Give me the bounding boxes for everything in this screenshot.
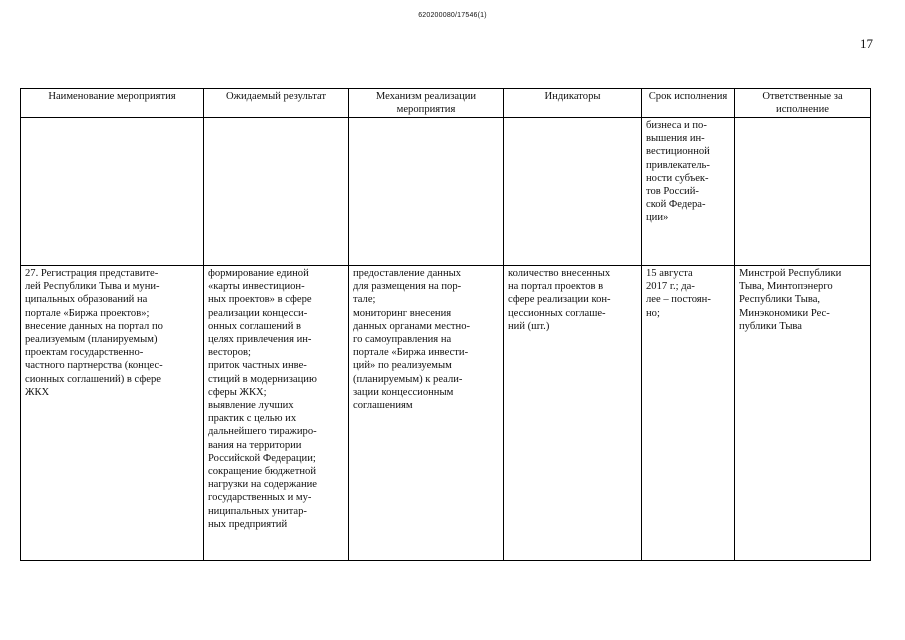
expected-result-text: формирование единой «карты инвестицион- ных проектов» в сфере реализации концесси- онных соглашений в целях привлечения ин- весторов; приток частных инве- стиций в модернизацию сферы ЖКХ; выявление лучших практик с целью их дальнейшего тиражиро- вания на территории Российской Федерации; сокращение бюджетной нагрузки на содержание государственных и му- ниципальных унитар- ных предприятий bbox=[208, 268, 317, 530]
column-header-result: Ожидаемый результат bbox=[204, 89, 349, 118]
cell-indicators bbox=[504, 266, 642, 561]
cell-mechanism-empty bbox=[349, 118, 504, 266]
document-id: 620200080/17546(1) bbox=[418, 12, 487, 19]
deadline-text: 15 августа 2017 г.; да- лее – постоян- но; bbox=[646, 268, 711, 319]
cell-result-empty bbox=[204, 118, 349, 266]
indicators-text: количество внесенных на портал проектов в сфере реализации кон- цессионных соглаше- ний (шт.) bbox=[508, 268, 611, 332]
cell-deadline-continuation bbox=[642, 118, 735, 266]
cell-name-empty bbox=[21, 118, 204, 266]
cell-responsible-empty bbox=[735, 118, 871, 266]
column-header-mechanism: Механизм реализации мероприятия bbox=[349, 89, 504, 118]
cell-indicators-empty bbox=[504, 118, 642, 266]
measures-table bbox=[20, 88, 871, 561]
table-header-row bbox=[21, 89, 871, 118]
cell-deadline bbox=[642, 266, 735, 561]
table-row-27 bbox=[21, 266, 871, 561]
cell-mechanism bbox=[349, 266, 504, 561]
column-header-deadline: Срок исполнения bbox=[642, 89, 735, 118]
page-number: 17 bbox=[860, 36, 873, 51]
cell-responsible bbox=[735, 266, 871, 561]
mechanism-text: предоставление данных для размещения на пор- тале; мониторинг внесения данных органами местно- го самоуправления на портале «Биржа инвести- ций» по реализуемым (планируемым) к реали- зации концессионным соглашениям bbox=[353, 268, 471, 412]
column-header-name: Наименование мероприятия bbox=[21, 89, 204, 118]
cell-expected-result bbox=[204, 266, 349, 561]
measure-name-text: 27. Регистрация представите- лей Республики Тыва и муни- ципальных образований на портале «Биржа проектов»; внесение данных на портал по реализуемым (планируемым) проектам государственно- частного партнерства (концес- сионных соглашений) в сфере ЖКХ bbox=[25, 268, 163, 398]
column-header-indicators: Индикаторы bbox=[504, 89, 642, 118]
table-row-continuation bbox=[21, 118, 871, 266]
column-header-responsible: Ответственные за исполнение bbox=[735, 89, 871, 118]
deadline-continuation-text: бизнеса и по- вышения ин- вестиционной привлекатель- ности субъек- тов Россий- ской Федера- ции» bbox=[646, 120, 710, 224]
cell-measure-name bbox=[21, 266, 204, 561]
responsible-text: Минстрой Республики Тыва, Минтопэнерго Республики Тыва, Минэкономики Рес- публики Тыва bbox=[739, 268, 842, 332]
